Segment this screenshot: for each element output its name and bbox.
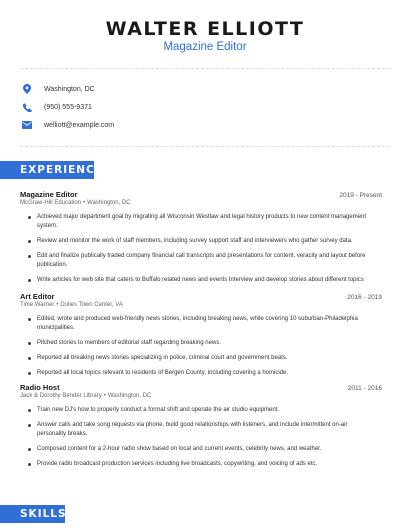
email-icon: [20, 121, 34, 129]
job-title: Art Editor: [20, 292, 55, 301]
job-bullet: Composed content for a 2-hour radio show based on local and current events, celebrity news, and weather.: [28, 445, 370, 454]
job-bullets: [28, 213, 370, 291]
job-bullet: Reported all local topics relevant to residents of Bergen County, including covering a homicide.: [28, 369, 370, 378]
job-company: Jack & Dorothy Bender Library: [20, 393, 102, 399]
job-company: Time Warner: [20, 302, 55, 308]
job-bullet: Review and monitor the work of staff members, including survey support staff and interviewers who gather survey data.: [28, 237, 370, 246]
contact-location-text: Washington, DC: [44, 85, 95, 93]
location-pin-icon: [20, 84, 34, 94]
job-header: [20, 190, 382, 199]
job-dates: 2016 - 2019: [347, 294, 382, 301]
contact-location: [20, 82, 390, 96]
phone-icon: [20, 103, 34, 112]
job-bullet: Edited, wrote and produced web-friendly news stories, including breaking news, while covering 10 suburban-Philadelphia municipalities.: [28, 315, 370, 333]
job-bullet: Write articles for web site that caters to Buffalo related news and events Interview and develop stories about different topics: [28, 276, 370, 285]
contact-phone: [20, 100, 390, 114]
contact-email: [20, 118, 390, 132]
job-company-line: Time Warner • Dulles Town Center, VA: [20, 302, 123, 308]
skills-heading: SKILLS: [0, 505, 65, 523]
job-bullet: Answer calls and take song requests via phone, build good relationships with listeners, and include intermittent on-air personality breaks.: [28, 421, 370, 439]
job-bullet: Pitched stories to members of editorial staff regarding breaking news.: [28, 339, 370, 348]
job-header: [20, 383, 382, 392]
job-location: Washington, DC: [107, 393, 152, 399]
job-bullet: Train new DJ's how to properly conduct a format shift and operate the air studio equipment.: [28, 406, 370, 415]
job-company-line: McGraw-Hill Education • Washington, DC: [20, 200, 131, 206]
job-location: Dulles Town Center, VA: [60, 302, 123, 308]
candidate-role: Magazine Editor: [163, 41, 247, 53]
job-bullet: Provide radio broadcast production services including live broadcasts, copywriting, and voicing of ads etc.: [28, 460, 370, 469]
job-title: Magazine Editor: [20, 190, 78, 199]
divider: [20, 146, 390, 147]
contact-phone-text: (950) 555-9371: [44, 103, 92, 111]
job-dates: 2019 - Present: [339, 192, 382, 199]
experience-heading: EXPERIENCE: [0, 161, 94, 179]
job-header: [20, 292, 382, 301]
job-bullet: Edit and finalize publically traded company financial call transcripts and presentations for content, veracity and layout before publication.: [28, 252, 370, 270]
job-bullet: Reported all breaking news stories specializing in police, criminal court and government beats.: [28, 354, 370, 363]
candidate-name: WALTER ELLIOTT: [105, 18, 305, 40]
divider: [20, 68, 390, 69]
job-company: McGraw-Hill Education: [20, 200, 82, 206]
job-location: Washington, DC: [87, 200, 131, 206]
job-dates: 2011 - 2016: [347, 385, 382, 392]
job-company-line: Jack & Dorothy Bender Library • Washington, DC: [20, 393, 152, 399]
contact-email-text: welliott@example.com: [44, 121, 115, 129]
job-bullet: Achieved major department goal by migrating all Wisconsin Westlaw and legal history products to new content management system.: [28, 213, 370, 231]
job-bullets: [28, 406, 370, 475]
job-title: Radio Host: [20, 383, 60, 392]
job-bullets: [28, 315, 370, 384]
